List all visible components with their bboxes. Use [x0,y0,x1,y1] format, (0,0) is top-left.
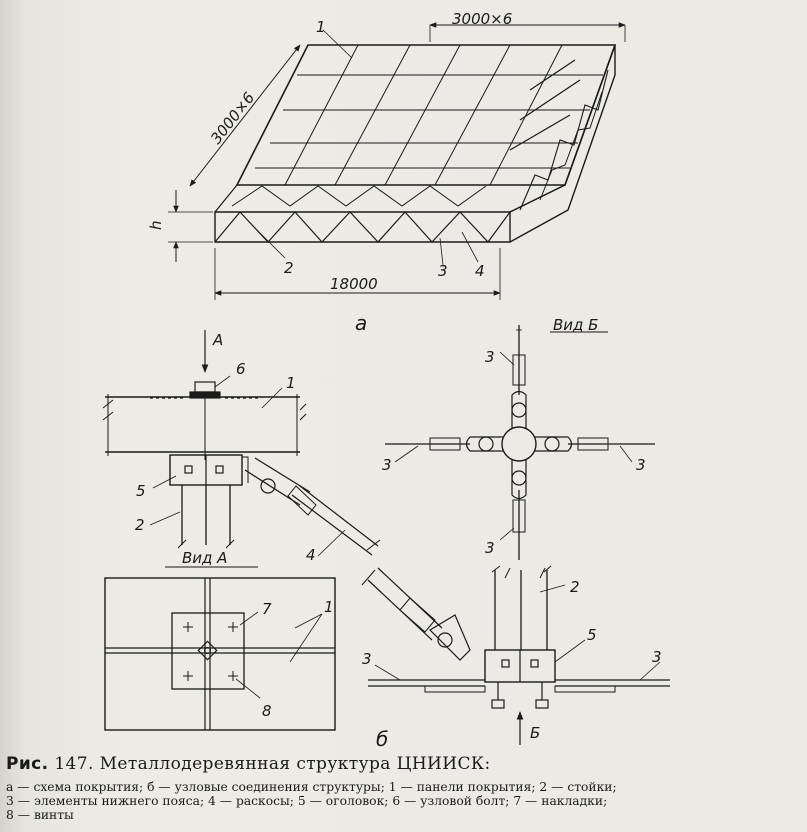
front-truss-face [215,212,510,242]
callout-4: 4 [475,262,485,280]
caption-title: Металлодеревянная структура ЦНИИСК: [99,754,491,774]
view-a-drawing [105,567,335,730]
callout-1-view-a: 1 [324,598,334,616]
upper-beam [105,397,300,452]
node-center [502,427,536,461]
callout-3-left-vb: 3 [382,456,392,474]
callout-3-bottom: 3 [485,539,495,557]
dim-side-label: 3000×6 [206,88,259,148]
legend-line-3: 8 — винты [6,808,74,822]
view-a-title: Вид А [182,549,228,567]
legend-line-2: 3 — элементы нижнего пояса; 4 — раскосы; 5 — оголовок; 6 — узловой болт; 7 — накладки; [6,794,608,808]
lower-chord-right [555,680,670,686]
arrow-a-label: А [213,331,224,349]
callout-3-right: 3 [652,648,662,666]
node-bolt [195,382,215,392]
legend-line-1: а — схема покрытия; б — узловые соединения структуры; 1 — панели покрытия; 2 — стойки; [6,780,617,794]
dim-bottom-label: 18000 [330,275,378,293]
callout-1-beam: 1 [286,374,296,392]
roof-structure-diagram [168,25,625,300]
panel-grid-lines [255,45,603,185]
view-b-drawing [385,325,655,560]
figure-legend [6,780,801,822]
caption-number: 147. [54,754,94,774]
view-letter-b: б [376,727,389,750]
dim-height-label: h [147,220,165,230]
callout-5-lower: 5 [587,626,597,644]
view-a-frame [105,578,335,730]
callout-3-top: 3 [485,348,495,366]
roof-panel-outline [237,45,615,185]
callout-6: 6 [236,360,246,378]
callout-2-upper: 2 [135,516,145,534]
lower-chord-left [368,680,485,686]
post-lower [495,570,547,650]
callout-7: 7 [262,600,272,618]
diagonal-brace [245,458,310,505]
callout-5-upper: 5 [136,482,146,500]
dim-top-label: 3000×6 [452,10,513,28]
front-diagonals [215,212,510,242]
callout-2-lower: 2 [570,578,580,596]
post-upper [182,485,230,545]
callout-3-right-vb: 3 [636,456,646,474]
callout-3-left: 3 [362,650,372,668]
view-letter-a: а [355,311,368,335]
callout-2: 2 [284,259,294,277]
callout-4-brace: 4 [306,546,316,564]
figure-caption [6,754,801,774]
callout-3: 3 [438,262,448,280]
caption-label: Рис. [6,754,49,774]
callout-1: 1 [316,18,326,36]
view-b-title: Вид Б [553,316,599,334]
callout-8: 8 [262,702,272,720]
arrow-b-label: Б [530,724,541,742]
node-connection-diagram [103,330,670,745]
